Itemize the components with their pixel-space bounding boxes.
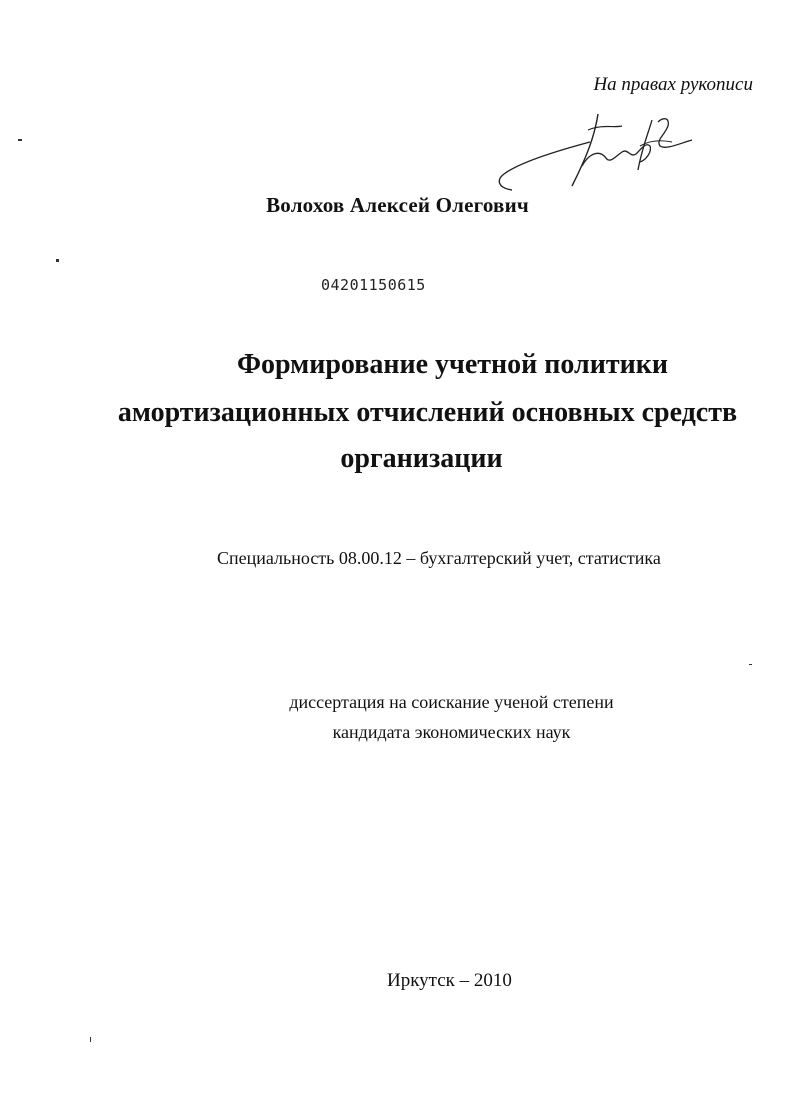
catalog-code: 04201150615 [321,276,426,294]
city-year: Иркутск – 2010 [387,970,512,991]
scan-speck [56,259,59,262]
rights-note: На правах рукописи [593,74,753,95]
title-line-2: амортизационных отчислений основных средств [117,397,738,428]
specialty-line: Специальность 08.00.12 – бухгалтерский учет, статистика [217,548,661,568]
degree-line-1: диссертация на соискание ученой степени [289,692,614,712]
author-name: Волохов Алексей Олегович [266,193,529,217]
scan-speck [90,1037,91,1042]
scan-speck [749,664,752,665]
degree-line-2: кандидата экономических наук [332,722,571,742]
title-line-1: Формирование учетной политики [236,349,669,380]
signature [490,100,700,196]
scan-speck [18,139,22,141]
title-line-3: организации [340,443,503,474]
